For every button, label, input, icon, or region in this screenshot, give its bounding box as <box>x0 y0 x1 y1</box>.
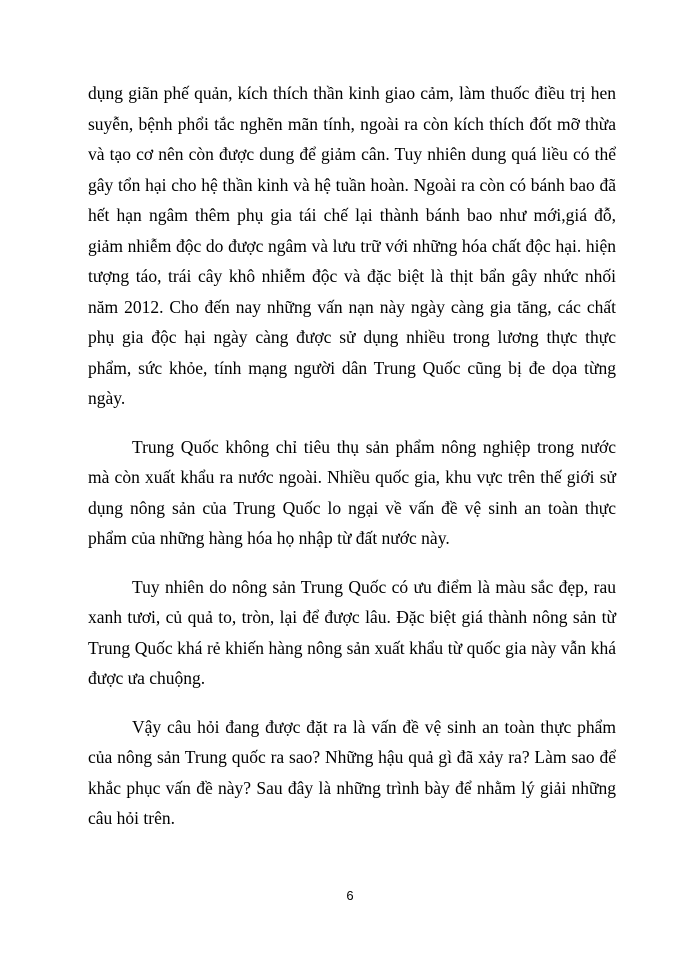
paragraph-questions: Vậy câu hỏi đang được đặt ra là vấn đề vệ sinh an toàn thực phẩm của nông sản Trung quốc ra sao? Những hậu quả gì đã xảy ra? Làm sao để khắc phục vấn đề này? Sau đây là những trình bày để nhằm lý giải những câu hỏi trên. <box>88 716 616 828</box>
body-text <box>88 78 616 834</box>
paragraph-continued: dụng giãn phế quản, kích thích thần kinh giao cảm, làm thuốc điều trị hen suyễn, bệnh phổi tắc nghẽn mãn tính, ngoài ra còn kích thích đốt mỡ thừa và tạo cơ nên còn được dung để giảm cân. Tuy nhiên dung quá liều có thể gây tổn hại cho hệ thần kinh và hệ tuần hoàn. Ngoài ra còn có bánh bao đã hết hạn ngâm thêm phụ gia tái chế lại thành bánh bao như mới,giá đỗ, giảm nhiễm độc do được ngâm và lưu trữ với những hóa chất độc hại. hiện tượng táo, trái cây khô nhiễm độc và đặc biệt là thịt bẩn gây nhức nhối năm 2012. Cho đến nay những vấn nạn này ngày càng gia tăng, các chất phụ gia độc hại ngày càng được sử dụng nhiều trong lương thực thực phẩm, sức khỏe, tính mạng người dân Trung Quốc cũng bị đe dọa từng ngày. <box>88 83 616 408</box>
paragraph-advantages: Tuy nhiên do nông sản Trung Quốc có ưu điểm là màu sắc đẹp, rau xanh tươi, củ quả to, tròn, lại để được lâu. Đặc biệt giá thành nông sản từ Trung Quốc khá rẻ khiến hàng nông sản xuất khẩu từ quốc gia này vẫn khá được ưa chuộng. <box>88 576 616 688</box>
page-number: 6 <box>346 888 354 903</box>
paragraph-export: Trung Quốc không chỉ tiêu thụ sản phẩm nông nghiệp trong nước mà còn xuất khẩu ra nước ngoài. Nhiều quốc gia, khu vực trên thế giới sử dụng nông sản của Trung Quốc lo ngại về vấn đề vệ sinh an toàn thực phẩm của những hàng hóa họ nhập từ đất nước này. <box>88 436 616 548</box>
